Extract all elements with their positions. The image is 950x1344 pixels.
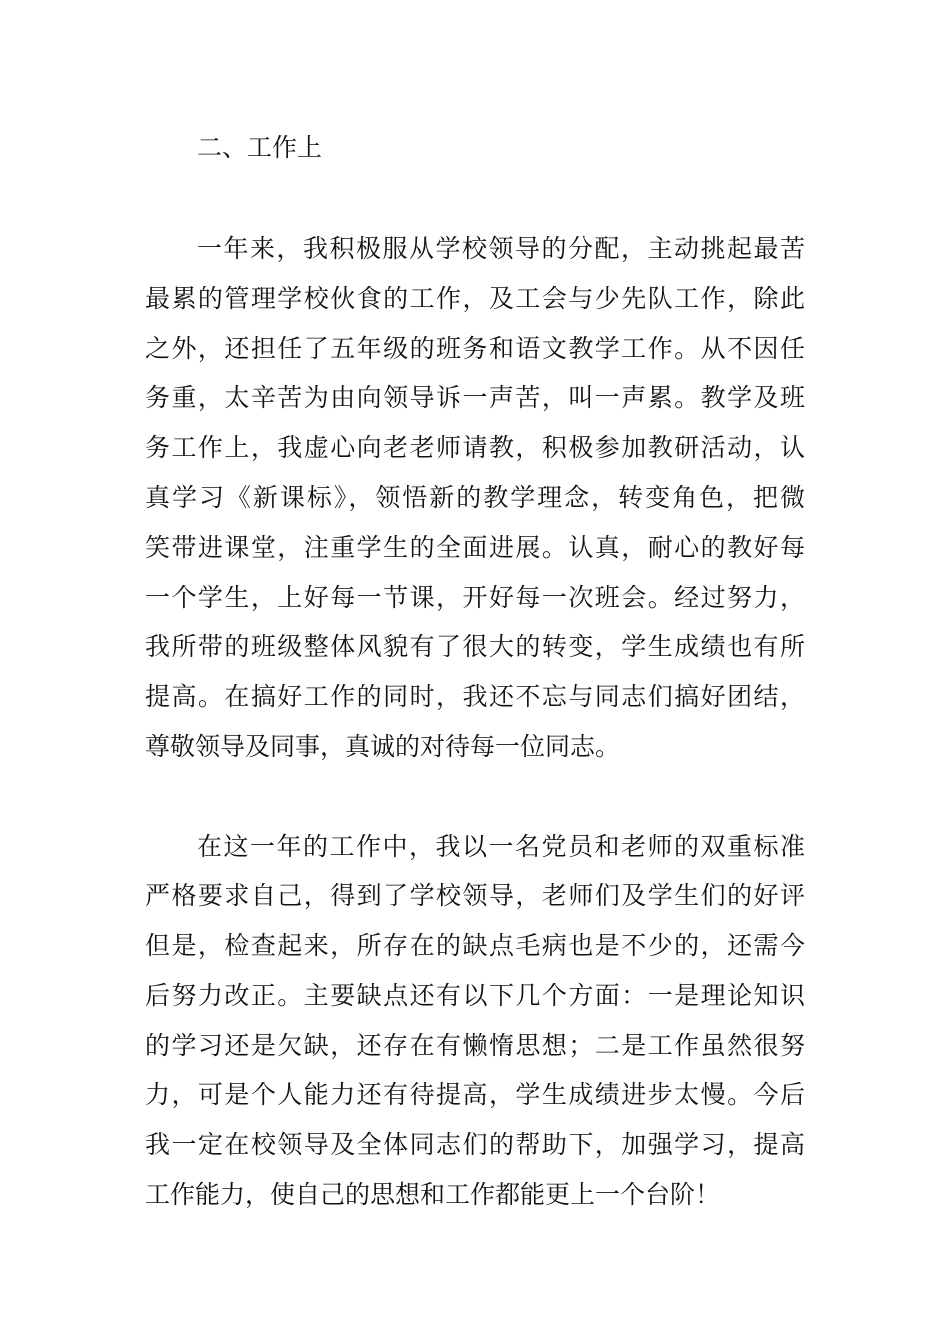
- paragraph-line: 一个学生，上好每一节课，开好每一次班会。经过努力，: [145, 583, 805, 612]
- paragraph-line: 力，可是个人能力还有待提高，学生成绩进步太慢。今后: [145, 1080, 805, 1109]
- section-heading: 二、工作上: [197, 133, 323, 162]
- paragraph-line: 务重，太辛苦为由向领导诉一声苦，叫一声累。教学及班: [145, 383, 805, 412]
- paragraph-line: 笑带进课堂，注重学生的全面进展。认真，耐心的教好每: [145, 533, 805, 562]
- paragraph-line: 尊敬领导及同事，真诚的对待每一位同志。: [145, 732, 621, 761]
- paragraph-line: 最累的管理学校伙食的工作，及工会与少先队工作，除此: [145, 284, 805, 313]
- paragraph-line: 后努力改正。主要缺点还有以下几个方面：一是理论知识: [145, 981, 805, 1010]
- paragraph-line: 的学习还是欠缺，还存在有懒惰思想；二是工作虽然很努: [145, 1031, 805, 1060]
- paragraph-line: 我一定在校领导及全体同志们的帮助下，加强学习，提高: [145, 1130, 805, 1159]
- paragraph-line: 但是，检查起来，所存在的缺点毛病也是不少的，还需今: [145, 931, 805, 960]
- paragraph-line: 务工作上，我虚心向老老师请教，积极参加教研活动，认: [145, 433, 805, 462]
- paragraph-line: 我所带的班级整体风貌有了很大的转变，学生成绩也有所: [145, 632, 805, 661]
- paragraph-line: 工作能力，使自己的思想和工作都能更上一个台阶！: [145, 1180, 721, 1209]
- paragraph-line: 之外，还担任了五年级的班务和语文教学工作。从不因任: [145, 334, 805, 363]
- paragraph-line: 严格要求自己，得到了学校领导，老师们及学生们的好评: [145, 881, 805, 910]
- paragraph-line: 真学习《新课标》，领悟新的教学理念，转变角色，把微: [145, 483, 805, 512]
- paragraph-line: 提高。在搞好工作的同时，我还不忘与同志们搞好团结，: [145, 682, 805, 711]
- paragraph-line: 在这一年的工作中，我以一名党员和老师的双重标准: [197, 832, 805, 861]
- paragraph-line: 一年来，我积极服从学校领导的分配，主动挑起最苦: [197, 234, 805, 263]
